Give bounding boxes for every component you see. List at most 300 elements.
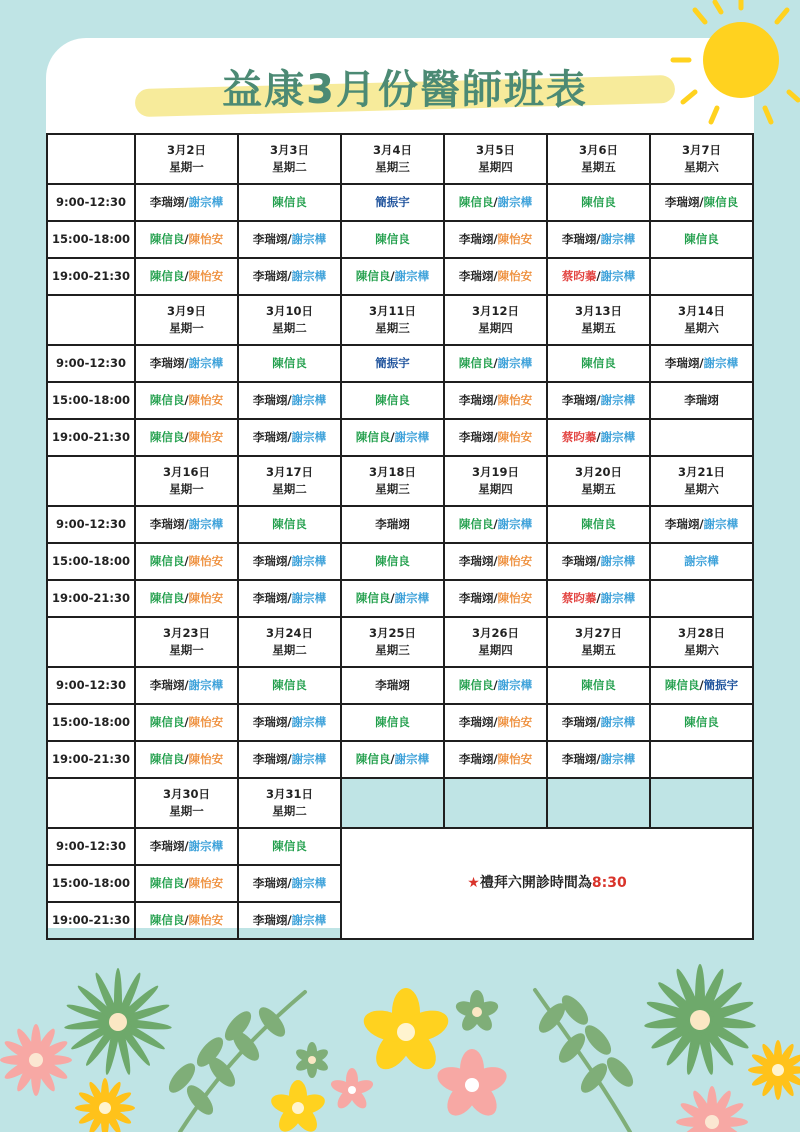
sun-decoration (655, 0, 800, 130)
weekday-label: 星期一 (169, 643, 204, 657)
shift-cell (650, 506, 753, 543)
weekday-label: 星期一 (169, 804, 204, 818)
shift-cell (650, 667, 753, 704)
shift-cell (238, 419, 341, 456)
name-separator: / (287, 268, 292, 283)
shift-cell (547, 419, 650, 456)
doctor-name: 陳信良 (272, 677, 307, 692)
shift-cell (135, 221, 238, 258)
name-separator: / (287, 714, 292, 729)
doctor-name: 李瑞翊 (664, 355, 700, 370)
date-label: 3月25日 (368, 625, 416, 640)
shift-cell (650, 221, 753, 258)
name-separator: / (184, 392, 189, 407)
title-block (135, 52, 675, 122)
date-cell (547, 778, 650, 828)
shift-cell (341, 741, 444, 778)
doctor-name: 謝宗樺 (291, 751, 327, 766)
name-separator: / (699, 355, 704, 370)
shift-cell (135, 345, 238, 382)
doctor-name: 謝宗樺 (394, 268, 430, 283)
doctor-name: 李瑞翊 (458, 231, 494, 246)
doctor-name: 陳信良 (149, 875, 185, 890)
shift-cell (650, 704, 753, 741)
doctor-name: 李瑞翊 (252, 912, 288, 927)
weekday-label: 星期五 (581, 643, 616, 657)
name-separator: / (596, 590, 601, 605)
date-cell (135, 134, 238, 184)
shift-cell (650, 258, 753, 295)
shift-cell (135, 419, 238, 456)
date-cell (341, 778, 444, 828)
page-title: 益康3月份醫師班表 (222, 67, 588, 113)
shift-cell (444, 258, 547, 295)
date-cell (547, 617, 650, 667)
date-label: 3月26日 (471, 625, 519, 640)
date-label: 3月5日 (475, 142, 515, 157)
doctor-name: 李瑞翊 (684, 392, 719, 407)
name-separator: / (184, 677, 189, 692)
shift-cell (341, 704, 444, 741)
timeslot-row (47, 741, 753, 778)
weekday-label: 星期四 (478, 321, 513, 335)
shift-cell (650, 543, 753, 580)
doctor-name: 謝宗樺 (291, 590, 327, 605)
doctor-name: 陳信良 (581, 355, 616, 370)
doctor-name: 陳信良 (375, 392, 410, 407)
corner-cell (47, 456, 135, 506)
shift-cell (444, 382, 547, 419)
doctor-name: 陳信良 (149, 553, 185, 568)
date-cell (444, 134, 547, 184)
date-cell (238, 295, 341, 345)
note-time: 8:30 (591, 875, 627, 891)
weekday-label: 星期三 (375, 321, 410, 335)
date-label: 3月18日 (368, 464, 416, 479)
name-separator: / (287, 392, 292, 407)
shift-cell (650, 382, 753, 419)
doctor-name: 陳怡安 (497, 553, 533, 568)
doctor-name: 李瑞翊 (458, 590, 494, 605)
name-separator: / (596, 429, 601, 444)
doctor-name: 蔡昀蓁 (561, 429, 597, 444)
name-separator: / (184, 516, 189, 531)
weekday-label: 星期六 (684, 643, 719, 657)
doctor-name: 陳信良 (703, 194, 739, 209)
time-cell: 15:00-18:00 (47, 865, 135, 902)
shift-cell (238, 382, 341, 419)
doctor-name: 李瑞翊 (252, 875, 288, 890)
doctor-name: 陳信良 (375, 231, 410, 246)
time-cell: 19:00-21:30 (47, 258, 135, 295)
date-cell (547, 456, 650, 506)
doctor-name: 陳信良 (149, 714, 185, 729)
doctor-name: 謝宗樺 (188, 194, 224, 209)
shift-cell (341, 580, 444, 617)
time-cell: 15:00-18:00 (47, 543, 135, 580)
name-separator: / (184, 751, 189, 766)
time-cell: 19:00-21:30 (47, 902, 135, 939)
shift-cell (135, 667, 238, 704)
doctor-name: 謝宗樺 (600, 392, 636, 407)
name-separator: / (596, 268, 601, 283)
shift-cell (650, 741, 753, 778)
doctor-name: 陳信良 (458, 355, 494, 370)
weekday-label: 星期四 (478, 643, 513, 657)
time-cell: 19:00-21:30 (47, 580, 135, 617)
shift-cell (135, 543, 238, 580)
shift-cell (341, 382, 444, 419)
date-cell (135, 617, 238, 667)
name-separator: / (699, 516, 704, 531)
timeslot-row (47, 382, 753, 419)
name-separator: / (493, 194, 498, 209)
shift-cell (444, 345, 547, 382)
date-cell (135, 778, 238, 828)
doctor-name: 陳信良 (375, 714, 410, 729)
doctor-name: 陳怡安 (497, 392, 533, 407)
weekday-label: 星期二 (272, 643, 307, 657)
doctor-name: 李瑞翊 (375, 516, 410, 531)
date-label: 3月28日 (677, 625, 725, 640)
date-cell (444, 295, 547, 345)
name-separator: / (493, 429, 498, 444)
shift-cell (238, 506, 341, 543)
date-cell (341, 456, 444, 506)
doctor-name: 陳怡安 (497, 590, 533, 605)
weekday-label: 星期一 (169, 482, 204, 496)
shift-cell (238, 741, 341, 778)
date-cell (444, 456, 547, 506)
doctor-name: 陳怡安 (188, 392, 224, 407)
name-separator: / (287, 912, 292, 927)
shift-cell (444, 543, 547, 580)
doctor-name: 李瑞翊 (252, 751, 288, 766)
doctor-name: 謝宗樺 (291, 875, 327, 890)
name-separator: / (287, 429, 292, 444)
date-cell (238, 456, 341, 506)
schedule-table (46, 133, 754, 940)
date-cell (444, 617, 547, 667)
time-cell: 15:00-18:00 (47, 382, 135, 419)
doctor-name: 陳信良 (684, 231, 719, 246)
date-cell (650, 617, 753, 667)
shift-cell (238, 667, 341, 704)
date-label: 3月4日 (372, 142, 412, 157)
name-separator: / (287, 590, 292, 605)
doctor-name: 陳信良 (272, 194, 307, 209)
star-icon: ★ (467, 875, 480, 891)
date-cell (135, 456, 238, 506)
weekday-label: 星期六 (684, 160, 719, 174)
name-separator: / (596, 553, 601, 568)
weekday-label: 星期四 (478, 482, 513, 496)
weekday-label: 星期一 (169, 321, 204, 335)
doctor-name: 陳信良 (355, 751, 391, 766)
doctor-name: 謝宗樺 (600, 231, 636, 246)
doctor-name: 蔡昀蓁 (561, 268, 597, 283)
name-separator: / (596, 231, 601, 246)
doctor-name: 李瑞翊 (252, 590, 288, 605)
date-label: 3月19日 (471, 464, 519, 479)
shift-cell (444, 704, 547, 741)
time-cell: 9:00-12:30 (47, 345, 135, 382)
name-separator: / (390, 751, 395, 766)
name-separator: / (596, 392, 601, 407)
name-separator: / (596, 751, 601, 766)
shift-cell (547, 667, 650, 704)
doctor-name: 謝宗樺 (188, 677, 224, 692)
shift-cell (135, 865, 238, 902)
doctor-name: 陳信良 (272, 355, 307, 370)
shift-cell (547, 258, 650, 295)
name-separator: / (699, 194, 704, 209)
doctor-name: 李瑞翊 (561, 751, 597, 766)
doctor-name: 李瑞翊 (458, 751, 494, 766)
doctor-name: 陳信良 (149, 268, 185, 283)
doctor-name: 陳信良 (375, 553, 410, 568)
date-cell (650, 134, 753, 184)
corner-cell (47, 134, 135, 184)
shift-cell (650, 184, 753, 221)
doctor-name: 李瑞翊 (149, 838, 185, 853)
name-separator: / (184, 714, 189, 729)
date-label: 3月30日 (162, 786, 210, 801)
doctor-name: 李瑞翊 (149, 677, 185, 692)
name-separator: / (184, 231, 189, 246)
date-label: 3月16日 (162, 464, 210, 479)
doctor-name: 陳信良 (581, 677, 616, 692)
timeslot-row (47, 419, 753, 456)
time-cell: 9:00-12:30 (47, 184, 135, 221)
doctor-name: 謝宗樺 (497, 677, 533, 692)
shift-cell (135, 580, 238, 617)
time-cell: 19:00-21:30 (47, 741, 135, 778)
date-label: 3月2日 (166, 142, 206, 157)
shift-cell (547, 543, 650, 580)
date-label: 3月7日 (681, 142, 721, 157)
date-label: 3月20日 (574, 464, 622, 479)
shift-cell (444, 184, 547, 221)
shift-cell (444, 221, 547, 258)
date-label: 3月31日 (265, 786, 313, 801)
time-cell: 19:00-21:30 (47, 419, 135, 456)
name-separator: / (287, 875, 292, 890)
doctor-name: 陳怡安 (497, 429, 533, 444)
date-label: 3月3日 (269, 142, 309, 157)
doctor-name: 李瑞翊 (458, 268, 494, 283)
doctor-name: 謝宗樺 (188, 516, 224, 531)
shift-cell (547, 345, 650, 382)
date-label: 3月11日 (368, 303, 416, 318)
time-cell: 9:00-12:30 (47, 828, 135, 865)
shift-cell (135, 382, 238, 419)
doctor-name: 李瑞翊 (252, 392, 288, 407)
date-cell (650, 778, 753, 828)
name-separator: / (287, 553, 292, 568)
doctor-name: 陳信良 (684, 714, 719, 729)
name-separator: / (493, 268, 498, 283)
doctor-name: 陳信良 (355, 268, 391, 283)
doctor-name: 陳信良 (458, 194, 494, 209)
shift-cell (341, 667, 444, 704)
doctor-name: 陳信良 (458, 677, 494, 692)
shift-cell (135, 741, 238, 778)
time-cell: 15:00-18:00 (47, 221, 135, 258)
weekday-label: 星期二 (272, 804, 307, 818)
doctor-name: 陳信良 (355, 429, 391, 444)
date-label: 3月9日 (166, 303, 206, 318)
weekday-label: 星期三 (375, 160, 410, 174)
doctor-name: 陳信良 (581, 516, 616, 531)
date-label: 3月12日 (471, 303, 519, 318)
shift-cell (547, 506, 650, 543)
week-header-row (47, 134, 753, 184)
shift-cell (341, 184, 444, 221)
shift-cell (547, 221, 650, 258)
doctor-name: 蔡昀蓁 (561, 590, 597, 605)
doctor-name: 簡振宇 (375, 194, 410, 209)
shift-cell (444, 580, 547, 617)
doctor-name: 陳怡安 (497, 751, 533, 766)
doctor-name: 謝宗樺 (600, 429, 636, 444)
corner-cell (47, 295, 135, 345)
name-separator: / (390, 590, 395, 605)
doctor-name: 謝宗樺 (497, 194, 533, 209)
timeslot-row (47, 506, 753, 543)
doctor-name: 陳信良 (272, 516, 307, 531)
doctor-name: 謝宗樺 (394, 590, 430, 605)
date-cell (238, 134, 341, 184)
doctor-name: 謝宗樺 (291, 429, 327, 444)
doctor-name: 陳怡安 (188, 590, 224, 605)
name-separator: / (184, 553, 189, 568)
doctor-name: 李瑞翊 (149, 516, 185, 531)
doctor-name: 謝宗樺 (291, 714, 327, 729)
shift-cell (650, 345, 753, 382)
doctor-name: 李瑞翊 (561, 714, 597, 729)
date-cell (135, 295, 238, 345)
doctor-name: 李瑞翊 (561, 392, 597, 407)
name-separator: / (493, 677, 498, 692)
week-header-row (47, 617, 753, 667)
week-header-row (47, 456, 753, 506)
doctor-name: 陳怡安 (497, 231, 533, 246)
name-separator: / (596, 714, 601, 729)
timeslot-row (47, 828, 753, 865)
shift-cell (444, 667, 547, 704)
saturday-note (342, 873, 752, 894)
shift-cell (650, 419, 753, 456)
doctor-name: 陳怡安 (188, 231, 224, 246)
shift-cell (238, 221, 341, 258)
shift-cell (547, 580, 650, 617)
name-separator: / (184, 838, 189, 853)
doctor-name: 謝宗樺 (394, 429, 430, 444)
doctor-name: 李瑞翊 (458, 553, 494, 568)
date-cell (238, 778, 341, 828)
shift-cell (341, 258, 444, 295)
doctor-name: 李瑞翊 (375, 677, 410, 692)
shift-cell (238, 345, 341, 382)
weekday-label: 星期四 (478, 160, 513, 174)
doctor-name: 陳怡安 (188, 751, 224, 766)
name-separator: / (493, 553, 498, 568)
corner-cell (47, 778, 135, 828)
shift-cell (341, 419, 444, 456)
flower-decoration (0, 960, 800, 1132)
doctor-name: 李瑞翊 (149, 194, 185, 209)
date-cell (341, 134, 444, 184)
doctor-name: 謝宗樺 (600, 751, 636, 766)
weekday-label: 星期六 (684, 482, 719, 496)
shift-cell (135, 902, 238, 939)
date-label: 3月6日 (578, 142, 618, 157)
doctor-name: 謝宗樺 (497, 355, 533, 370)
weekday-label: 星期五 (581, 482, 616, 496)
date-cell (547, 295, 650, 345)
timeslot-row (47, 221, 753, 258)
doctor-name: 謝宗樺 (291, 553, 327, 568)
doctor-name: 陳信良 (581, 194, 616, 209)
shift-cell (238, 543, 341, 580)
date-label: 3月17日 (265, 464, 313, 479)
shift-cell (547, 184, 650, 221)
doctor-name: 陳信良 (355, 590, 391, 605)
shift-cell (238, 865, 341, 902)
time-cell: 9:00-12:30 (47, 506, 135, 543)
name-separator: / (493, 231, 498, 246)
name-separator: / (493, 751, 498, 766)
date-cell (547, 134, 650, 184)
doctor-name: 陳怡安 (188, 553, 224, 568)
shift-cell (444, 506, 547, 543)
date-cell (341, 295, 444, 345)
shift-cell (238, 580, 341, 617)
date-cell (238, 617, 341, 667)
doctor-name: 謝宗樺 (394, 751, 430, 766)
week-header-row (47, 778, 753, 828)
doctor-name: 謝宗樺 (600, 553, 636, 568)
doctor-name: 謝宗樺 (291, 268, 327, 283)
weekday-label: 星期一 (169, 160, 204, 174)
name-separator: / (184, 912, 189, 927)
name-separator: / (184, 590, 189, 605)
date-label: 3月23日 (162, 625, 210, 640)
shift-cell (135, 184, 238, 221)
doctor-name: 謝宗樺 (703, 516, 739, 531)
date-label: 3月10日 (265, 303, 313, 318)
date-label: 3月21日 (677, 464, 725, 479)
shift-cell (341, 543, 444, 580)
timeslot-row (47, 704, 753, 741)
doctor-name: 陳信良 (149, 590, 185, 605)
timeslot-row (47, 258, 753, 295)
date-label: 3月24日 (265, 625, 313, 640)
doctor-name: 陳信良 (149, 429, 185, 444)
shift-cell (547, 382, 650, 419)
doctor-name: 陳怡安 (188, 875, 224, 890)
doctor-name: 陳怡安 (188, 268, 224, 283)
shift-cell (341, 506, 444, 543)
weekday-label: 星期二 (272, 160, 307, 174)
doctor-name: 謝宗樺 (600, 714, 636, 729)
name-separator: / (184, 429, 189, 444)
shift-cell (238, 704, 341, 741)
weekday-label: 星期二 (272, 482, 307, 496)
doctor-name: 陳信良 (149, 751, 185, 766)
doctor-name: 謝宗樺 (600, 268, 636, 283)
